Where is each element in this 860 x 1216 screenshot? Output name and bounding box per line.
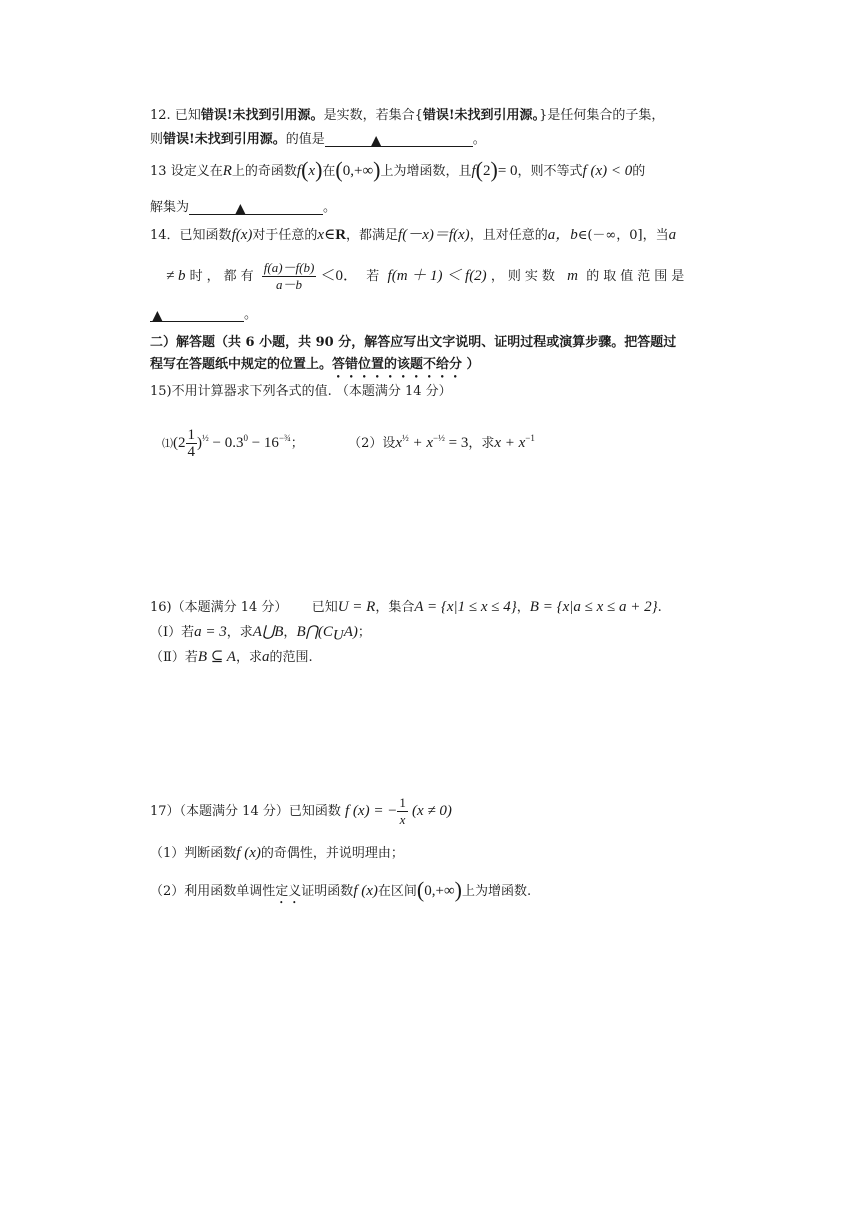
math-interval: 0,+∞ [424,883,455,899]
q14-text: ，都满足 [346,228,399,243]
q17-text: 上为增函数. [461,884,532,899]
q16-text: ，求 [235,650,262,665]
q13-text: 上为增函数，且 [380,164,472,179]
q14-number: 14． [150,228,180,243]
q16-text: （Ⅱ）若 [150,650,198,665]
math-f: f [471,163,476,179]
q13-text: ，则不等式 [517,164,583,179]
fraction-denominator: x [399,812,406,827]
math-U: U = R [337,599,376,615]
q14-text: 已知函数 [179,228,232,243]
answer-blank [150,306,244,322]
math-intersect: B⋂(C [296,624,333,640]
math-fx: f (x) [236,845,261,861]
q15-text: 15)不用计算器求下列各式的值. （本题满分 14 分） [150,384,452,399]
q14-text: ，则实数 [490,269,559,284]
q12-text: }是任何集合的子集， [539,108,665,123]
math-fneg: f(－x)＝f(x) [398,227,470,243]
math-subscript-U: U [332,627,344,644]
formula-part1: (2 $\frac{1}{4}$ )$^{\frac{1}{2}} - 0.3^0 - 16^{-\frac{3}{4}}$ [173,427,291,461]
q17-part2 [150,877,532,907]
section2-text: ） [462,357,480,372]
math-R: R [335,227,347,243]
fraction-numerator: f(a)－f(b) [263,260,315,275]
q13-text: 解集为 [150,200,190,215]
q15-text: ； [290,436,304,451]
q14-text: ∈(－∞，0]，当 [577,228,669,243]
q15-heading [150,382,452,402]
paren: ) [454,877,462,902]
section2-text: 程写在答题纸中规定的位置上。 [150,357,333,372]
math-2: 2 [482,163,491,179]
q12-error-ref: 错误!未找到引用源。 [200,108,324,123]
q17-line1 [150,792,452,831]
q12-end: 。 [472,132,486,147]
math-R: R [222,163,232,179]
q16-text: . [657,600,662,615]
q17-text: 的奇偶性，并说明理由； [260,846,404,861]
math-set-B: B = {x|a ≤ x ≤ a + 2} [529,599,658,615]
paren: ( [335,157,343,182]
q12-text: 则 [150,132,164,147]
q12-text: 的值是 [285,132,325,147]
q14-text: 对于任意的 [252,228,318,243]
q14-text: ，且对任意的 [469,228,548,243]
math-neq: ≠ b [166,268,186,284]
q13-end: 。 [323,200,337,215]
q13-line2 [150,198,336,218]
math-fm: f(m ＋ 1) ＜ f(2) [387,268,487,284]
math-inequality: f (x) < 0 [582,163,633,179]
q15-text: ，求 [468,436,495,451]
q17-emphasis: 定义 [275,884,302,899]
section2-heading-line1 [150,333,676,353]
q16-text: ， [283,625,297,640]
section2-text: 二）解答题（共 6 小题，共 90 分，解答应写出文字说明、证明过程或演算步骤。把答题过 [150,335,677,350]
q14-line2 [166,258,688,295]
paren: ( [475,157,483,182]
q14-line1 [150,225,676,246]
math-interval: 0,+∞ [342,163,374,179]
q16-line1 [150,597,662,618]
math-condition: (x ≠ 0) [411,803,452,819]
q16-part1 [150,622,371,646]
math-set-A: A = {x|1 ≤ x ≤ 4} [414,599,517,615]
triangle-icon: ▲ [235,201,246,217]
math-lt0: ＜0． [320,268,358,284]
fraction [262,260,317,293]
q15-formulas [162,418,535,464]
section2-emphasis: 答错位置的该题不给分 [332,357,463,372]
math-subset: B ⊆ A [197,649,236,665]
math-fx: f(x) [231,227,253,243]
math-x: x [308,163,316,179]
q12-error-ref: 错误!未找到引用源。 [163,132,286,147]
q13-text: 上的奇函数 [231,164,297,179]
q17-text: 在区间 [377,884,417,899]
q16-text: ，求 [226,625,253,640]
math-a: a [668,227,677,243]
triangle-icon: ▲ [152,308,163,324]
q16-part2 [150,647,313,668]
q12-error-ref: 错误!未找到引用源。 [422,108,540,123]
q17-text: （2）利用函数单调性 [150,884,276,899]
math-eq0: = 0 [497,163,518,179]
paren: ) [490,157,498,182]
q16-text: 的范围. [269,650,313,665]
q12-text: 已知 [174,108,201,123]
math-ab: a，b [547,227,578,243]
paren: ( [416,877,425,902]
q13-number: 13 [150,164,167,179]
math-x: x [317,227,325,243]
math-a3: a = 3 [194,624,227,640]
q12-line2 [150,130,486,150]
formula-part2: $x^{\frac{1}{2}} + x^{-\frac{1}{2}} = 3$ [395,433,469,451]
math-fx: f (x) [353,883,378,899]
paren: ) [315,157,323,182]
q13-text: 在 [322,164,336,179]
q13-text: 的 [632,164,646,179]
q12-line1 [150,106,664,126]
q15-part2-label: （2）设 [348,436,396,451]
q14-line3 [150,305,257,325]
q15-part1-label: ⑴ [162,437,173,450]
q16-text: （Ⅰ）若 [150,625,195,640]
fraction-numerator: 1 [187,427,195,444]
fraction-denominator: a－b [276,277,303,292]
q17-part1 [150,843,404,864]
fraction [397,795,408,828]
q16-heading: 16)（本题满分 14 分） [150,600,288,615]
paren: ( [301,157,309,182]
fraction-numerator: 1 [399,795,406,810]
q14-end: 。 [244,307,258,322]
section2-heading-line2 [150,355,480,381]
q14-text: 的取值范围是 [586,269,689,284]
answer-blank [325,131,473,147]
math-in: ∈ [324,227,336,243]
math-f: f [296,163,302,179]
triangle-icon: ▲ [370,133,382,149]
q12-text: 是实数，若集合{ [323,108,423,123]
q14-text: 时，都有 [189,269,258,284]
fraction-denominator: 4 [187,444,195,461]
math-a: a [261,649,270,665]
q16-text: ，集合 [375,600,415,615]
math-intersect-end: A) [343,624,358,640]
math-fx: f (x) = − [345,803,398,819]
q16-text: ； [357,625,371,640]
q12-number: 12. [150,108,171,123]
math-m: m [567,268,578,284]
q16-text: 已知 [311,600,338,615]
paren: ) [373,157,381,182]
math-union: A⋃B [252,624,284,640]
q17-heading: 17）（本题满分 14 分）已知函数 [150,804,341,819]
q13-line1 [150,157,646,182]
answer-blank [189,199,323,215]
q13-text: 设定义在 [170,164,223,179]
q17-text: 证明函数 [301,884,354,899]
q14-text: 若 [366,269,380,284]
formula-part2-target: $x + x^{-1}$ [494,433,535,451]
fraction [186,427,198,460]
q16-text: ， [516,600,530,615]
q17-text: （1）判断函数 [150,846,237,861]
